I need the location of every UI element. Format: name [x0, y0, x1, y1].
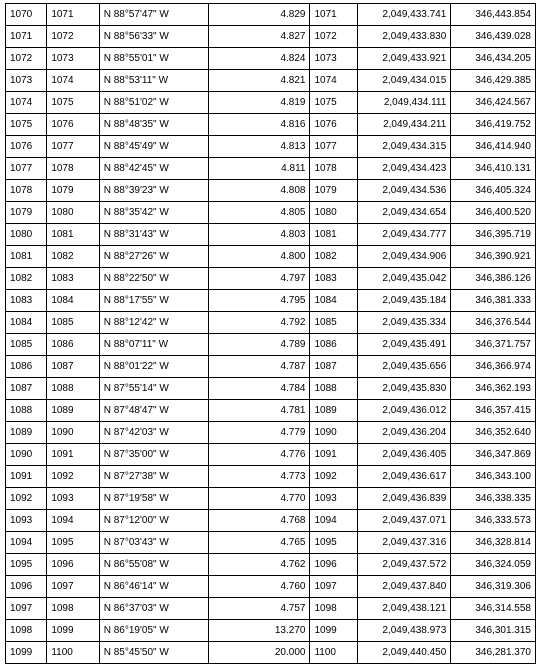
point-cell: 1076 — [310, 114, 357, 136]
bearing-cell: N 88°27'26" W — [99, 246, 208, 268]
to-point-cell: 1090 — [47, 422, 99, 444]
point-cell: 1072 — [310, 26, 357, 48]
point-cell: 1086 — [310, 334, 357, 356]
bearing-cell: N 86°55'08" W — [99, 554, 208, 576]
northing-cell: 2,049,438.973 — [357, 620, 451, 642]
northing-cell: 2,049,435.656 — [357, 356, 451, 378]
northing-cell: 2,049,436.405 — [357, 444, 451, 466]
table-row — [6, 620, 536, 642]
distance-cell: 4.829 — [208, 4, 310, 26]
bearing-cell: N 87°12'00" W — [99, 510, 208, 532]
point-cell: 1073 — [310, 48, 357, 70]
northing-cell: 2,049,437.316 — [357, 532, 451, 554]
northing-cell: 2,049,434.015 — [357, 70, 451, 92]
easting-cell: 346,357.415 — [451, 400, 536, 422]
easting-cell: 346,414.940 — [451, 136, 536, 158]
easting-cell: 346,395.719 — [451, 224, 536, 246]
easting-cell: 346,281.370 — [451, 642, 536, 664]
from-point-cell: 1097 — [6, 598, 47, 620]
to-point-cell: 1074 — [47, 70, 99, 92]
northing-cell: 2,049,437.071 — [357, 510, 451, 532]
easting-cell: 346,352.640 — [451, 422, 536, 444]
easting-cell: 346,362.193 — [451, 378, 536, 400]
northing-cell: 2,049,437.572 — [357, 554, 451, 576]
bearing-cell: N 85°45'50" W — [99, 642, 208, 664]
bearing-cell: N 88°55'01" W — [99, 48, 208, 70]
point-cell: 1083 — [310, 268, 357, 290]
northing-cell: 2,049,434.777 — [357, 224, 451, 246]
easting-cell: 346,324.059 — [451, 554, 536, 576]
from-point-cell: 1094 — [6, 532, 47, 554]
distance-cell: 4.816 — [208, 114, 310, 136]
table-row — [6, 224, 536, 246]
distance-cell: 4.800 — [208, 246, 310, 268]
from-point-cell: 1082 — [6, 268, 47, 290]
bearing-cell: N 88°39'23" W — [99, 180, 208, 202]
table-row — [6, 70, 536, 92]
to-point-cell: 1084 — [47, 290, 99, 312]
distance-cell: 4.805 — [208, 202, 310, 224]
point-cell: 1085 — [310, 312, 357, 334]
table-row — [6, 356, 536, 378]
distance-cell: 4.824 — [208, 48, 310, 70]
from-point-cell: 1084 — [6, 312, 47, 334]
distance-cell: 4.795 — [208, 290, 310, 312]
point-cell: 1098 — [310, 598, 357, 620]
to-point-cell: 1097 — [47, 576, 99, 598]
from-point-cell: 1095 — [6, 554, 47, 576]
easting-cell: 346,429.385 — [451, 70, 536, 92]
distance-cell: 4.792 — [208, 312, 310, 334]
point-cell: 1091 — [310, 444, 357, 466]
traverse-table — [5, 3, 536, 664]
from-point-cell: 1092 — [6, 488, 47, 510]
northing-cell: 2,049,435.491 — [357, 334, 451, 356]
table-row — [6, 312, 536, 334]
distance-cell: 4.819 — [208, 92, 310, 114]
easting-cell: 346,301.315 — [451, 620, 536, 642]
bearing-cell: N 87°55'14" W — [99, 378, 208, 400]
to-point-cell: 1077 — [47, 136, 99, 158]
easting-cell: 346,328.814 — [451, 532, 536, 554]
northing-cell: 2,049,436.839 — [357, 488, 451, 510]
to-point-cell: 1075 — [47, 92, 99, 114]
traverse-table-body — [6, 4, 536, 664]
bearing-cell: N 88°12'42" W — [99, 312, 208, 334]
distance-cell: 4.768 — [208, 510, 310, 532]
point-cell: 1077 — [310, 136, 357, 158]
easting-cell: 346,333.573 — [451, 510, 536, 532]
point-cell: 1087 — [310, 356, 357, 378]
point-cell: 1094 — [310, 510, 357, 532]
point-cell: 1088 — [310, 378, 357, 400]
point-cell: 1080 — [310, 202, 357, 224]
bearing-cell: N 87°48'47" W — [99, 400, 208, 422]
easting-cell: 346,443.854 — [451, 4, 536, 26]
bearing-cell: N 87°27'38" W — [99, 466, 208, 488]
table-row — [6, 334, 536, 356]
northing-cell: 2,049,435.830 — [357, 378, 451, 400]
easting-cell: 346,405.324 — [451, 180, 536, 202]
point-cell: 1097 — [310, 576, 357, 598]
distance-cell: 4.787 — [208, 356, 310, 378]
to-point-cell: 1094 — [47, 510, 99, 532]
bearing-cell: N 88°35'42" W — [99, 202, 208, 224]
from-point-cell: 1096 — [6, 576, 47, 598]
to-point-cell: 1083 — [47, 268, 99, 290]
table-row — [6, 422, 536, 444]
table-row — [6, 246, 536, 268]
table-row — [6, 576, 536, 598]
point-cell: 1078 — [310, 158, 357, 180]
bearing-cell: N 88°31'43" W — [99, 224, 208, 246]
bearing-cell: N 88°48'35" W — [99, 114, 208, 136]
table-row — [6, 532, 536, 554]
table-row — [6, 444, 536, 466]
easting-cell: 346,343.100 — [451, 466, 536, 488]
table-row — [6, 466, 536, 488]
table-row — [6, 510, 536, 532]
table-row — [6, 554, 536, 576]
bearing-cell: N 88°53'11" W — [99, 70, 208, 92]
point-cell: 1084 — [310, 290, 357, 312]
easting-cell: 346,424.567 — [451, 92, 536, 114]
from-point-cell: 1085 — [6, 334, 47, 356]
distance-cell: 4.821 — [208, 70, 310, 92]
to-point-cell: 1073 — [47, 48, 99, 70]
table-row — [6, 180, 536, 202]
northing-cell: 2,049,434.423 — [357, 158, 451, 180]
table-row — [6, 642, 536, 664]
distance-cell: 4.808 — [208, 180, 310, 202]
to-point-cell: 1080 — [47, 202, 99, 224]
to-point-cell: 1082 — [47, 246, 99, 268]
distance-cell: 4.827 — [208, 26, 310, 48]
easting-cell: 346,314.558 — [451, 598, 536, 620]
to-point-cell: 1092 — [47, 466, 99, 488]
distance-cell: 4.773 — [208, 466, 310, 488]
easting-cell: 346,419.752 — [451, 114, 536, 136]
to-point-cell: 1098 — [47, 598, 99, 620]
table-row — [6, 48, 536, 70]
from-point-cell: 1076 — [6, 136, 47, 158]
table-row — [6, 92, 536, 114]
distance-cell: 4.813 — [208, 136, 310, 158]
northing-cell: 2,049,433.741 — [357, 4, 451, 26]
distance-cell: 13.270 — [208, 620, 310, 642]
to-point-cell: 1081 — [47, 224, 99, 246]
survey-sheet — [5, 3, 536, 664]
to-point-cell: 1095 — [47, 532, 99, 554]
easting-cell: 346,319.306 — [451, 576, 536, 598]
bearing-cell: N 87°19'58" W — [99, 488, 208, 510]
northing-cell: 2,049,436.617 — [357, 466, 451, 488]
northing-cell: 2,049,436.012 — [357, 400, 451, 422]
from-point-cell: 1091 — [6, 466, 47, 488]
to-point-cell: 1099 — [47, 620, 99, 642]
bearing-cell: N 88°45'49" W — [99, 136, 208, 158]
from-point-cell: 1081 — [6, 246, 47, 268]
northing-cell: 2,049,438.121 — [357, 598, 451, 620]
to-point-cell: 1076 — [47, 114, 99, 136]
point-cell: 1082 — [310, 246, 357, 268]
distance-cell: 20.000 — [208, 642, 310, 664]
to-point-cell: 1087 — [47, 356, 99, 378]
point-cell: 1099 — [310, 620, 357, 642]
northing-cell: 2,049,434.111 — [357, 92, 451, 114]
to-point-cell: 1086 — [47, 334, 99, 356]
to-point-cell: 1071 — [47, 4, 99, 26]
table-row — [6, 400, 536, 422]
bearing-cell: N 86°46'14" W — [99, 576, 208, 598]
bearing-cell: N 87°03'43" W — [99, 532, 208, 554]
from-point-cell: 1090 — [6, 444, 47, 466]
distance-cell: 4.789 — [208, 334, 310, 356]
easting-cell: 346,371.757 — [451, 334, 536, 356]
to-point-cell: 1085 — [47, 312, 99, 334]
from-point-cell: 1074 — [6, 92, 47, 114]
distance-cell: 4.776 — [208, 444, 310, 466]
distance-cell: 4.770 — [208, 488, 310, 510]
point-cell: 1079 — [310, 180, 357, 202]
table-row — [6, 26, 536, 48]
point-cell: 1095 — [310, 532, 357, 554]
bearing-cell: N 87°42'03" W — [99, 422, 208, 444]
from-point-cell: 1098 — [6, 620, 47, 642]
distance-cell: 4.803 — [208, 224, 310, 246]
point-cell: 1093 — [310, 488, 357, 510]
from-point-cell: 1089 — [6, 422, 47, 444]
to-point-cell: 1091 — [47, 444, 99, 466]
distance-cell: 4.757 — [208, 598, 310, 620]
easting-cell: 346,376.544 — [451, 312, 536, 334]
easting-cell: 346,347.869 — [451, 444, 536, 466]
northing-cell: 2,049,434.906 — [357, 246, 451, 268]
from-point-cell: 1071 — [6, 26, 47, 48]
northing-cell: 2,049,433.830 — [357, 26, 451, 48]
northing-cell: 2,049,433.921 — [357, 48, 451, 70]
point-cell: 1089 — [310, 400, 357, 422]
table-row — [6, 202, 536, 224]
northing-cell: 2,049,436.204 — [357, 422, 451, 444]
distance-cell: 4.779 — [208, 422, 310, 444]
from-point-cell: 1083 — [6, 290, 47, 312]
table-row — [6, 136, 536, 158]
easting-cell: 346,410.131 — [451, 158, 536, 180]
distance-cell: 4.781 — [208, 400, 310, 422]
from-point-cell: 1087 — [6, 378, 47, 400]
point-cell: 1075 — [310, 92, 357, 114]
northing-cell: 2,049,440.450 — [357, 642, 451, 664]
distance-cell: 4.784 — [208, 378, 310, 400]
point-cell: 1092 — [310, 466, 357, 488]
bearing-cell: N 88°07'11" W — [99, 334, 208, 356]
to-point-cell: 1100 — [47, 642, 99, 664]
northing-cell: 2,049,434.654 — [357, 202, 451, 224]
point-cell: 1090 — [310, 422, 357, 444]
bearing-cell: N 88°22'50" W — [99, 268, 208, 290]
from-point-cell: 1088 — [6, 400, 47, 422]
bearing-cell: N 88°42'45" W — [99, 158, 208, 180]
to-point-cell: 1089 — [47, 400, 99, 422]
easting-cell: 346,400.520 — [451, 202, 536, 224]
table-row — [6, 158, 536, 180]
northing-cell: 2,049,434.315 — [357, 136, 451, 158]
point-cell: 1096 — [310, 554, 357, 576]
northing-cell: 2,049,434.211 — [357, 114, 451, 136]
to-point-cell: 1096 — [47, 554, 99, 576]
to-point-cell: 1088 — [47, 378, 99, 400]
northing-cell: 2,049,435.334 — [357, 312, 451, 334]
from-point-cell: 1093 — [6, 510, 47, 532]
point-cell: 1100 — [310, 642, 357, 664]
from-point-cell: 1099 — [6, 642, 47, 664]
from-point-cell: 1086 — [6, 356, 47, 378]
easting-cell: 346,439.028 — [451, 26, 536, 48]
bearing-cell: N 86°37'03" W — [99, 598, 208, 620]
bearing-cell: N 88°17'55" W — [99, 290, 208, 312]
table-row — [6, 114, 536, 136]
northing-cell: 2,049,437.840 — [357, 576, 451, 598]
table-row — [6, 488, 536, 510]
table-row — [6, 268, 536, 290]
easting-cell: 346,366.974 — [451, 356, 536, 378]
northing-cell: 2,049,435.042 — [357, 268, 451, 290]
northing-cell: 2,049,434.536 — [357, 180, 451, 202]
distance-cell: 4.765 — [208, 532, 310, 554]
to-point-cell: 1072 — [47, 26, 99, 48]
distance-cell: 4.762 — [208, 554, 310, 576]
from-point-cell: 1080 — [6, 224, 47, 246]
distance-cell: 4.760 — [208, 576, 310, 598]
easting-cell: 346,381.333 — [451, 290, 536, 312]
point-cell: 1074 — [310, 70, 357, 92]
from-point-cell: 1077 — [6, 158, 47, 180]
distance-cell: 4.797 — [208, 268, 310, 290]
easting-cell: 346,434.205 — [451, 48, 536, 70]
easting-cell: 346,338.335 — [451, 488, 536, 510]
bearing-cell: N 88°56'33" W — [99, 26, 208, 48]
point-cell: 1081 — [310, 224, 357, 246]
from-point-cell: 1072 — [6, 48, 47, 70]
bearing-cell: N 88°01'22" W — [99, 356, 208, 378]
bearing-cell: N 87°35'00" W — [99, 444, 208, 466]
to-point-cell: 1079 — [47, 180, 99, 202]
table-row — [6, 598, 536, 620]
bearing-cell: N 88°51'02" W — [99, 92, 208, 114]
to-point-cell: 1093 — [47, 488, 99, 510]
point-cell: 1071 — [310, 4, 357, 26]
table-row — [6, 4, 536, 26]
from-point-cell: 1073 — [6, 70, 47, 92]
bearing-cell: N 86°19'05" W — [99, 620, 208, 642]
table-row — [6, 378, 536, 400]
distance-cell: 4.811 — [208, 158, 310, 180]
from-point-cell: 1078 — [6, 180, 47, 202]
from-point-cell: 1079 — [6, 202, 47, 224]
to-point-cell: 1078 — [47, 158, 99, 180]
table-row — [6, 290, 536, 312]
easting-cell: 346,386.126 — [451, 268, 536, 290]
bearing-cell: N 88°57'47" W — [99, 4, 208, 26]
northing-cell: 2,049,435.184 — [357, 290, 451, 312]
easting-cell: 346,390.921 — [451, 246, 536, 268]
from-point-cell: 1070 — [6, 4, 47, 26]
from-point-cell: 1075 — [6, 114, 47, 136]
